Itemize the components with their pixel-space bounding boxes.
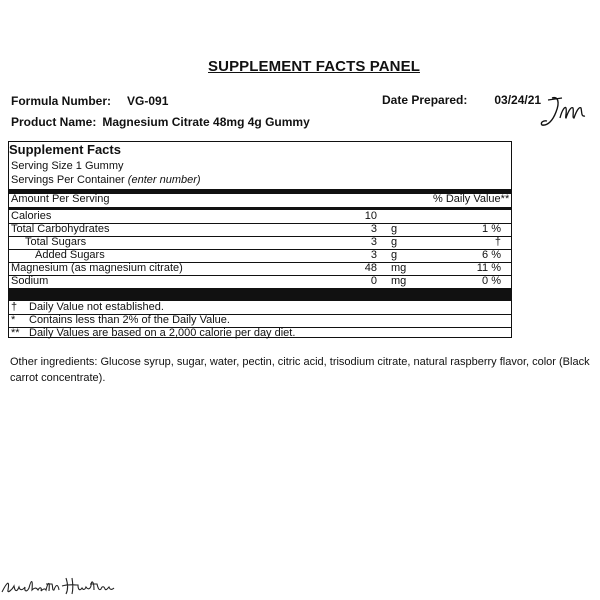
nutrient-amount: 0 bbox=[370, 275, 377, 287]
nutrient-amount: 3 bbox=[370, 236, 377, 248]
thick-divider-bottom bbox=[9, 288, 511, 301]
nutrient-row bbox=[9, 275, 511, 288]
nutrient-name: Added Sugars bbox=[35, 249, 105, 261]
footnote-symbol: † bbox=[11, 301, 18, 313]
footnote-row bbox=[9, 301, 511, 314]
nutrient-row bbox=[9, 210, 511, 223]
nutrient-unit: g bbox=[391, 223, 398, 235]
nutrient-unit: g bbox=[391, 249, 398, 261]
daily-value-header: % Daily Value** bbox=[433, 193, 510, 205]
formula-number bbox=[11, 94, 168, 108]
footnote-row bbox=[9, 314, 511, 327]
formula-value: VG-091 bbox=[127, 94, 169, 108]
nutrient-amount: 3 bbox=[370, 249, 377, 261]
servings-note: (enter number) bbox=[127, 174, 201, 186]
nutrient-row bbox=[9, 249, 511, 262]
product-value: Magnesium Citrate 48mg 4g Gummy bbox=[102, 115, 310, 129]
nutrient-amount: 10 bbox=[364, 210, 377, 222]
date-prepared bbox=[382, 93, 541, 107]
footnote-symbol: * bbox=[11, 314, 16, 326]
nutrient-row bbox=[9, 223, 511, 236]
other-ingredients: Other ingredients: Glucose syrup, sugar, water, pectin, citric acid, trisodium citrate, natural raspberry flavor, color (Black carrot concentrate). bbox=[10, 356, 590, 384]
nutrient-row bbox=[9, 262, 511, 275]
approval-initials bbox=[538, 92, 588, 132]
nutrient-dv: 6 % bbox=[482, 249, 501, 261]
servings-per-container bbox=[11, 174, 201, 187]
amount-per-serving-header: Amount Per Serving bbox=[11, 193, 110, 205]
nutrient-unit: mg bbox=[391, 262, 407, 274]
panel-heading: Supplement Facts bbox=[9, 142, 121, 157]
nutrient-name: Calories bbox=[11, 210, 52, 222]
footnote-row bbox=[9, 327, 511, 340]
nutrient-row bbox=[9, 236, 511, 249]
date-value: 03/24/21 bbox=[494, 93, 542, 107]
product-name bbox=[11, 115, 310, 129]
nutrient-dv: 11 % bbox=[476, 262, 501, 274]
footnote-text: Contains less than 2% of the Daily Value. bbox=[29, 314, 230, 326]
nutrient-dv: 0 % bbox=[482, 275, 501, 287]
serving-size: Serving Size 1 Gummy bbox=[11, 160, 124, 172]
nutrient-name: Total Sugars bbox=[25, 236, 87, 248]
nutrient-dv: † bbox=[494, 236, 501, 248]
nutrient-amount: 3 bbox=[370, 223, 377, 235]
product-label: Product Name: bbox=[11, 115, 97, 129]
nutrient-unit: g bbox=[391, 236, 398, 248]
page-title: SUPPLEMENT FACTS PANEL bbox=[208, 58, 420, 75]
date-label: Date Prepared: bbox=[382, 93, 468, 107]
nutrient-name: Sodium bbox=[11, 275, 49, 287]
formula-label: Formula Number: bbox=[11, 94, 112, 108]
supplement-facts-panel bbox=[8, 141, 512, 338]
nutrient-name: Magnesium (as magnesium citrate) bbox=[11, 262, 183, 274]
signature bbox=[0, 570, 128, 598]
nutrient-amount: 48 bbox=[364, 262, 377, 274]
footnote-text: Daily Values are based on a 2,000 calorie per day diet. bbox=[29, 327, 296, 339]
nutrient-unit: mg bbox=[391, 275, 407, 287]
servings-label: Servings Per Container bbox=[11, 174, 125, 186]
nutrient-dv: 1 % bbox=[482, 223, 501, 235]
footnote-text: Daily Value not established. bbox=[29, 301, 164, 313]
footnote-symbol: ** bbox=[11, 327, 20, 339]
nutrient-name: Total Carbohydrates bbox=[11, 223, 110, 235]
